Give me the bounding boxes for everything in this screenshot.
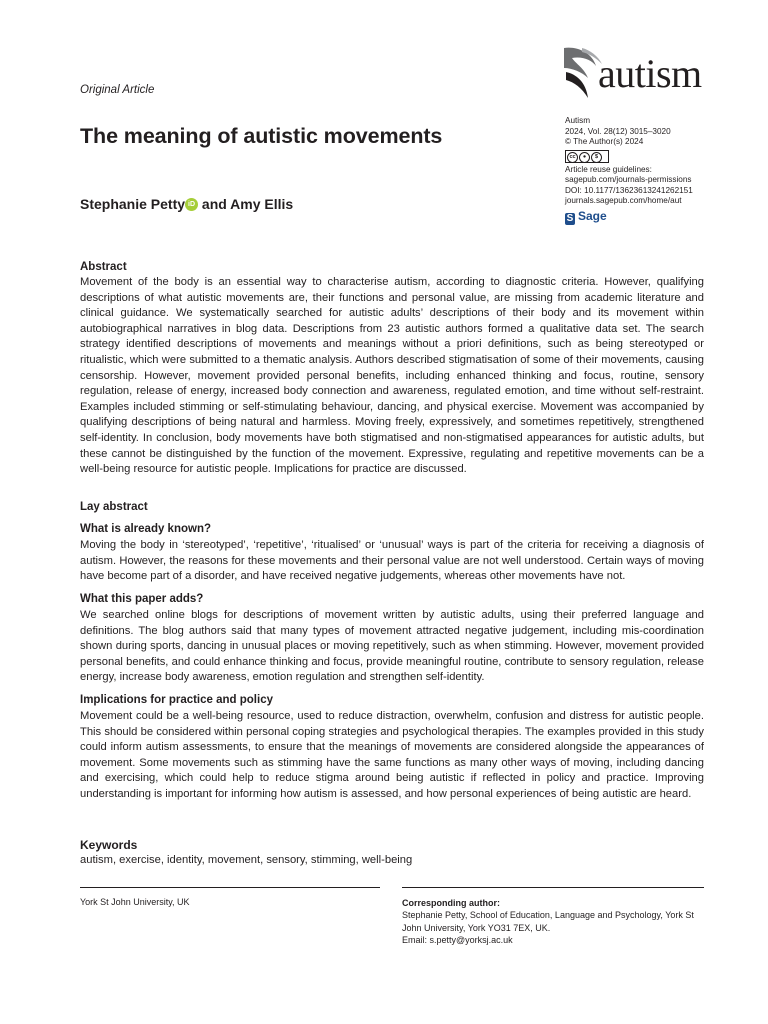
keywords-heading: Keywords [80,838,138,852]
adds-heading: What this paper adds? [80,593,204,605]
known-heading: What is already known? [80,523,211,535]
corr-text: Stephanie Petty, School of Education, Language and Psychology, York St John University, York YO31 7EX, UK. [402,910,694,933]
article-type-label: Original Article [80,84,155,96]
by-icon: ● [579,152,590,163]
footer-divider [80,887,380,888]
doi-link[interactable]: DOI: 10.1177/13623613241262151 [565,185,693,195]
author-name[interactable]: Stephanie Petty [80,196,186,212]
known-text: Moving the body in ‘stereotyped’, ‘repetitive’, ‘ritualised’ or ‘unusual’ ways is part of the criteria for receiving a diagnosis of autism. However, the reasons for these movements and their personal value are not well understood. Certain ways of moving have become part of a disorder, and have received negative judgements, whereas other movements have not. [80,539,704,583]
corr-email[interactable]: Email: s.petty@yorksj.ac.uk [402,935,513,946]
abstract-heading: Abstract [80,261,127,273]
implications-heading: Implications for practice and policy [80,694,273,706]
copyright-line: © The Author(s) 2024 [565,137,644,146]
cc-badge-text: cc [567,152,578,163]
keywords-text: autism, exercise, identity, movement, sensory, stimming, well-being [80,854,413,866]
publisher-logo [565,208,745,225]
publisher-name: Sage [578,208,607,223]
author-line [80,196,293,212]
sage-icon: S [566,212,574,224]
journal-logo-text: autism [598,51,702,96]
adds-text: We searched online blogs for descriptions of movement written by autistic adults, using their preferred language and definitions. The blog authors said that many types of movement attracted negative judgement, including mis-coordination shown during sports, dancing in unusual places or moving repetitively, such as when stimming. However, movement provided personal benefits, and could enhance thinking and focus, provide meaningful routine, contribute to sensory regulation, release energy, increase body awareness, emotion regulation and strengthen self-identity. [80,609,704,684]
abstract-text: Movement of the body is an essential way to characterise autism, according to diagnostic criteria. However, qualifying descriptions of what autistic movements are, their functions and personal value, are missing from academic literature and clinical guidance. We systematically searched for autistic adults’ descriptions of their body and its movement within autobiographical narratives in blog data. Descriptions from 23 autistic authors formed a qualitative data set. The search strategy identified descriptions of movements and meanings without a priori definitions, such as being stereotyped or ritualistic, which were submitted to a thematic analysis. Authors described stigmatisation of some of their movements, causing censorship. However, movement provided personal benefits, including enhanced thinking and focus, routine, sensory regulation, release of energy, increased body connection and awareness, regulated emotion, and time without self-restraint. Examples included stimming or self-stimulating behaviour, dancing, and physical exercise. Movement was accompanied by qualifying descriptions of being natural and harmless. Moving freely, expressively, and sometimes repetitively, strengthened self-identity. In conclusion, body movements have both stigmatised and non-stigmatised appearances for autistic adults, but these cannot be distinguished by the function of the movement. Expressive, regulating and repetitive movements can be a well-being resource for autistic people. Implications for practice are discussed. [80,276,704,476]
implications-text: Movement could be a well-being resource, used to reduce distraction, overwhelm, confusion and distress for autistic people. This should be considered within personal coping strategies and psychological therapies. The examples provided in this study could inform autism assessments, to ensure that the meanings of movements are considered alongside the appearances of movement. Some movements such as stimming have the same functions as many other ways of moving, including dancing and exercising, which could help to reduce stigma around being autistic if reflected in policy and practice. Improving understanding is important for informing how autism is assessed, and how personal experiences of being autistic are heard. [80,710,704,800]
orcid-icon[interactable]: iD [185,198,198,211]
nc-icon: $ [591,152,602,163]
cc-license-icon[interactable] [565,150,609,163]
journal-name: Autism [565,116,591,125]
corr-label: Corresponding author: [402,898,500,908]
affiliation: York St John University, UK [80,897,190,907]
article-title: The meaning of autistic movements [80,124,443,148]
corresponding-author [402,897,702,947]
journal-meta [565,116,745,225]
lay-abstract-heading: Lay abstract [80,501,148,513]
footer-divider [402,887,704,888]
reuse-link[interactable]: sagepub.com/journals-permissions [565,175,692,184]
author-name[interactable]: and Amy Ellis [198,196,294,212]
journal-volume: 2024, Vol. 28(12) 3015–3020 [565,126,671,136]
reuse-label: Article reuse guidelines: [565,164,652,174]
journal-home-link[interactable]: journals.sagepub.com/home/aut [565,196,682,205]
